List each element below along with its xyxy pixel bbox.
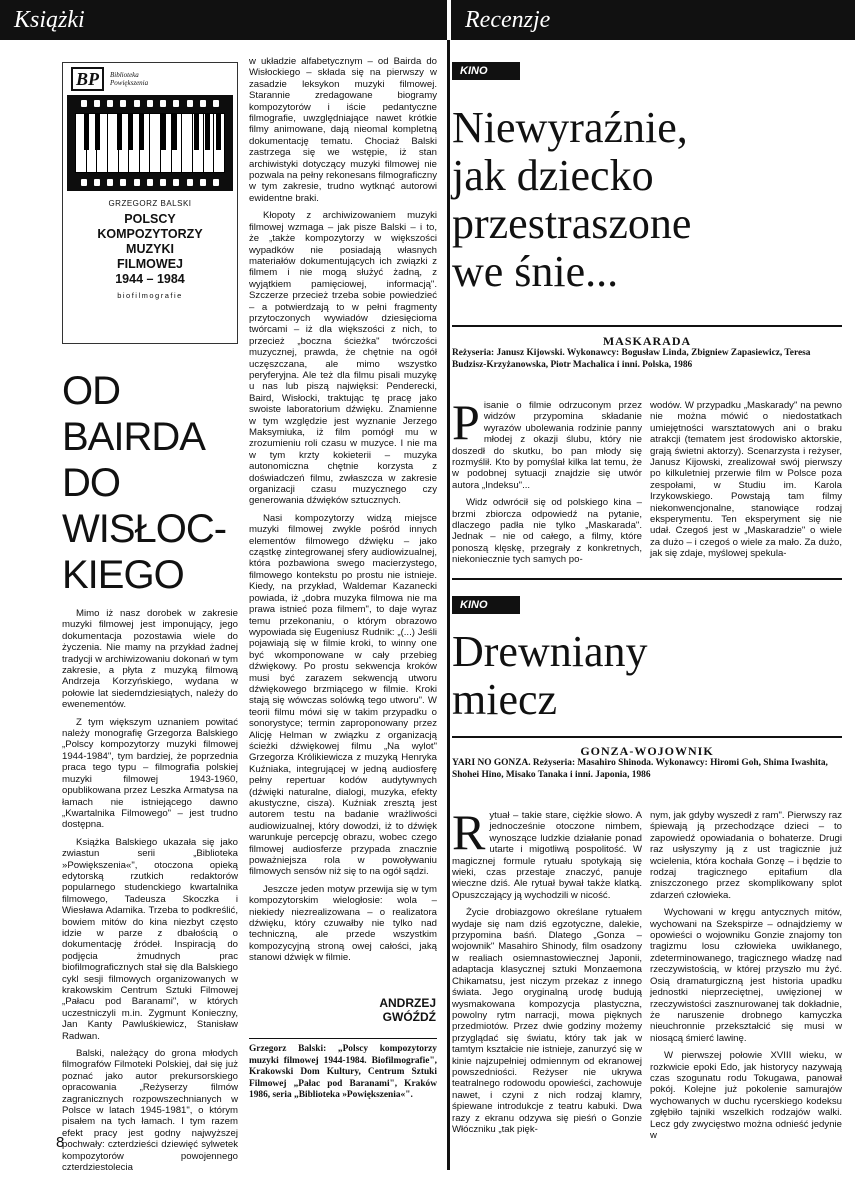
- cover-title-line: FILMOWEJ: [117, 257, 183, 271]
- paragraph: Życie drobiazgowo określane rytuałem wydaje się nam dziś egzotyczne, dalekie, przypomina baśń. Dlatego „Gonza – wojownik" Masahiro Shinody, film osadzony w realiach osiemnastowiecznej Japonii, adaptacja klasycznej sztuki Monzaemona Chikamatsu, jest niczym przekaz z innego świata. Jego oryginalną urodę budują wysmakowana kompozycja plastyczna, powolny rytm narracji, mowa pięknych przedmiotów. Przez dwie godziny możemy przyglądać się światu, który tak jak w tamtym kształcie nie istnieje, zanurzyć się w kinie najzupełniej odmiennym od ekranowej powszedniości. Reżyser nie ukrywa teatralnego rodowodu opowieści, zachowuje nawet, i czyni z nich rodzaj klamry, śpiewane introdukcje z teatru kabuki. Dwa razy z ekranu odzywa się pieśń o Gonzie Włóczniku „tak pięk-: [452, 907, 642, 1135]
- paragraph: Książka Balskiego ukazała się jako zwiastun serii „Biblioteka »Powiększenia«", otoczona opieką edytorską rzutkich redaktorów popularnego studenckiego kwartalnika filmowego, Tadeusza Skoczka i Wiesława Adamika. Trzeba to podkreślić, bowiem mitów do kina niezbyt często idzie w parze z dbałością o dokumentację źródeł. Inspiracją do podjęcia żmudnych prac biofilmograficznych stał się dla Balskiego cykl sesji filmowych organizowanych w krakowskim Centrum Sztuki Filmowej „Pałacu pod Baranami", w których uczestniczyli m.in. Zygmunt Konieczny, Jan Kanty Pawluśkiewicz, Stanisław Radwan.: [62, 836, 238, 1042]
- paragraph: Balski, należący do grona młodych filmografów Filmoteki Polskiej, dał się już poznać jako autor prekursorskiego opracowania „Reżyserzy filmów zagranicznych rozpowszechnianych w Polsce w latach 1945-1981", o którym pisałem na tych łamach. I tym razem efekt pracy jest godny najwyższej pochwały: czterdzieści dziewięć sylwetek kompozytorów powojennego czterdziestolecia: [62, 1048, 238, 1174]
- paragraph: Kłopoty z archiwizowaniem muzyki filmowej wzmaga – jak pisze Balski – i to, że „także kompozytorzy w większości wypadków nie posiadają własnych materiałów dokumentujących ich związki z filmem i nie mogą służyć żadną, z wyjątkiem pamięciowej, informacją". Szczerze przecież trzeba sobie powiedzieć – a potwierdzają to w pełni fragmenty przytoczonych wywiadów dziesięcioma twórcami – iż dla większości z nich, to przecież „boczna ścieżka" twórczości muzycznej, prawda, że chętnie na ogół uczęszczana, ale mimo wszystko peryferyjna. Ale też dla filmu pisali muzykę u nas lub piszą najwięksi: Penderecki, Baird, Wisłocki, traktując tę pracę jako swoiste laboratorium dźwięku. Znamienne w tym względzie jest wyznanie Jerzego Maksymiuka, iż film pomógł mu w zrozumieniu roli czasu w muzyce. I nie ma w tym krzty kokieterii – muzyka autonomiczna chętnie korzysta z doświadczeń filmu, zwłaszcza w zakresie organizacji czasu muzycznego czy generowania dźwięków sztucznych.: [249, 210, 437, 507]
- paragraph: nym, jak gdyby wyszedł z ram". Pierwszy raz śpiewają ją przechodzące dzieci – to zapowiedź opowiadania o bohaterze. Drugi raz usłyszymy ją z ust tragicznie już wcielenia, która kochała Gonzę – i będzie to rodzaj tragicznego epitafium dla zniszczonego przez skomplikowany splot zdarzeń człowieka.: [650, 810, 842, 901]
- review1-column-1: [452, 394, 642, 570]
- review2-title: [452, 628, 848, 724]
- paragraph-text: isanie o filmie odrzuconym przez widzów przypomina składanie wyrazów ubolewania rodzinie panny młodej z okazji ślubu, który nie doszedł do skutku, bo pan młody się rozmyślił. Kto by pomyślał kilka lat temu, że w podobnej sytuacji znajdzie się utwór autora „Indeksu"...: [452, 400, 642, 491]
- review1-movie-title: MASKARADA: [602, 334, 692, 348]
- review-author: [340, 996, 436, 1024]
- review2-category-tag: KINO: [452, 596, 520, 614]
- column-divider: [447, 40, 450, 1170]
- cover-title: [63, 212, 237, 287]
- divider: [452, 578, 842, 580]
- paragraph: wodów. W przypadku „Maskarady" na pewno nie można mówić o niedostatkach umiejętności warsztatowych ani o braku atrakcji (tematem jest środowisko aktorskie, grają świetni aktorzy). Scenarzysta i reżyser, Janusz Kijowski, zrealizował swój pierwszy po kilkuletniej przerwie film w Polsce poza zespołami, w Studiu im. Karola Irzykowskiego. Powstają tam filmy niekonwencjonalne, stanowiące rodzaj eksperymentu. Ten eksperyment się nie udał. Czegoś jest w „Maskaradzie" o wiele za dużo – i czegoś o wiele za mało. Za dużo, jak się zdaje, myślowej spekula-: [650, 400, 842, 560]
- cover-author: GRZEGORZ BALSKI: [108, 199, 192, 208]
- review1-title: [452, 104, 848, 296]
- review2-movie-title: GONZA-WOJOWNIK: [580, 744, 714, 758]
- review2-column-1: [452, 804, 642, 1164]
- cover-title-line: KOMPOZYTORZY: [97, 227, 203, 241]
- series-name-line1: Biblioteka: [110, 71, 139, 79]
- headline-line: BAIRDA: [62, 415, 205, 459]
- section-title: Książki: [14, 7, 85, 33]
- series-name-line2: Powiększenia: [110, 79, 149, 87]
- section-header-reviews: [451, 0, 855, 40]
- section-title: Recenzje: [465, 7, 551, 33]
- author-last-name: GWÓŹDŹ: [382, 1010, 436, 1024]
- title-line: we śnie...: [452, 247, 619, 296]
- title-line: Drewniany: [452, 627, 648, 676]
- paragraph: w układzie alfabetycznym – od Bairda do Wisłockiego – składa się na pierwszy w zasadzie leksykon muzyki filmowej. Starannie zredagowane biogramy kompozytorów i iście pedantyczne filmografie, uwzględniające nawet krótkie filmy animowane, dają nieomal kompletną dokumentację tematu. Chociaż Balski zastrzega się we wstępie, iż stan archiwistyki dotyczący muzyki filmowej nie pozwala na pełny rekonesans filmograficzny w tym zakresie, trudno wytknąć autorowi ewidentne braki.: [249, 56, 437, 204]
- review1-credits: Reżyseria: Janusz Kijowski. Wykonawcy: Bogusław Linda, Zbigniew Zapasiewicz, Teresa Budzisz-Krzyżanowska, Piotr Machalica i inni. Polska, 1986: [452, 348, 811, 370]
- title-line: miecz: [452, 675, 558, 724]
- section-header-books: [0, 0, 447, 40]
- paragraph: Widz odwrócił się od polskiego kina – brzmi zbiorcza odpowiedź na pytanie, dlaczego padła nie tylko „Maskarada". Jednak – nie od całego, a filmy, które ponoszą klęskę, przegrały z konkretnych, niekoniecznie tych samych po-: [452, 497, 642, 566]
- divider: [452, 736, 842, 738]
- title-line: jak dziecko: [452, 151, 654, 200]
- title-line: przestraszone: [452, 199, 692, 248]
- paragraph: Wychowani w kręgu antycznych mitów, wychowani na Szekspirze – odnajdziemy w opowieści o wojowniku Gonzie znajomy ton tragizmu losu człowieka uwikłanego, zdeterminowanego, tragicznego władzę nad rzeczywistością, w której przyszło mu żyć. Osią dramaturgiczną jest historia upadku jednostki nieprzeciętnej, uwięzionej w rzeczywistości zasznurowanej tak dokładnie, że naruszenie drobnego kamyczka nieuchronnie przekształcić się musi w niosącą śmierć lawinę.: [650, 907, 842, 1044]
- cover-title-line: MUZYKI: [126, 242, 174, 256]
- paragraph: Nasi kompozytorzy widzą miejsce muzyki filmowej zwykle pośród innych elementów filmowego dźwięku – jako cząstkę zintegrowanej sfery audiowizualnej, która pozbawiona swego macierzystego, filmowego kontekstu po prostu nie istnieje. Kiedy, na przykład, Waldemar Kazanecki powiada, iż „dobra muzyka filmowa nie ma prawa istnieć poza filmem", to daje wyraz temu przekonaniu, o którym obrazowo wypowiada się Eugeniusz Rudnik: „(...) Jeśli pojawiają się w filmie kroki, to winny one być wkomponowane w cały przebieg dźwiękowy. Po prostu sekwencja kroków musi być zarazem sekwencją utworu dźwiękowego brzmiącego w filmie. Kroki stają się wówczas solówką tego utworu". W teorii filmu mówi się w takim przypadku o sonorystyce; termin zaproponowany przez Alicję Helman w związku z organizacją ścieżki dźwiękowej filmu „Na wylot" Grzegorza Królikiewicza z muzyką Henryka Kuźniaka, integrującej w jedną audiosferę pełny repertuar kodów audytywnych (dźwięki naturalne, dialogi, muzyka, efekty akustyczne, cisza). Kuźniak zresztą jest autorem testu na badanie wrażliwości audiowizualnej, który dowodzi, iż to dźwięk warunkuje percepcję obrazu, wobec czego filmowej audiosferze przypada znacznie poważniejsza rola w powoływaniu filmowych sensów niż się to na ogół sądzi.: [249, 512, 437, 878]
- drop-cap: P: [452, 394, 480, 450]
- drop-cap: R: [452, 804, 486, 860]
- book-review-column-2: [249, 56, 437, 992]
- paragraph: Mimo iż nasz dorobek w zakresie muzyki filmowej jest imponujący, jego dokumentacja pozostawia wiele do życzenia. Nie mamy na przykład żadnej tradycji w archiwizowaniu dokonań w tym zakresie, a płyta z muzyką filmową Andrzeja Korzyńskiego, wydana w połowie lat siedemdziesiątych, należy do ewenementów.: [62, 608, 238, 711]
- headline-line: WISŁOC-: [62, 507, 227, 551]
- cover-text: [63, 199, 237, 300]
- paragraph: [452, 804, 642, 901]
- author-first-name: ANDRZEJ: [379, 996, 436, 1010]
- series-name: [110, 71, 148, 87]
- review1-column-2: [650, 400, 842, 570]
- divider: [249, 1038, 437, 1039]
- film-holes-top: [71, 100, 229, 107]
- paragraph-text: ytuał – takie stare, ciężkie słowo. A jednocześnie otoczone nimbem, wynoszące ludzkie działanie ponad utarte i migotliwą pospolitość. W magicznej formule rytuału spotykają się wieki, czas przestaje znaczyć, panuje wieczne dziś. Ale rytuał bywał także klatką. Opuszczający ją wychodzili w nicość.: [452, 810, 642, 901]
- cover-title-line: POLSCY: [124, 212, 176, 226]
- book-cover: [62, 62, 238, 344]
- film-holes-bottom: [71, 179, 229, 186]
- book-review-headline: [62, 368, 242, 598]
- series-logo-area: [63, 63, 237, 95]
- title-line: Niewyraźnie,: [452, 103, 688, 152]
- review2-credits: YARI NO GONZA. Reżyseria: Masahiro Shinoda. Wykonawcy: Hiromi Goh, Shima Iwashita, Shohei Hino, Misako Tanaka i inni. Japonia, 1986: [452, 758, 828, 780]
- book-review-column-1: [62, 608, 238, 1174]
- paragraph: Jeszcze jeden motyw przewija się w tym kompozytorskim wielogłosie: wola – niekiedy niezrealizowana – o realizatora dźwięku, który czuwałby nie tylko nad techniczną, ale przede wszystkim kompozycyjną stroną owej całości, jaką stanowi dźwięk w filmie.: [249, 883, 437, 964]
- headline-line: KIEGO: [62, 553, 184, 597]
- headline-line: DO: [62, 461, 120, 505]
- paragraph: W pierwszej połowie XVIII wieku, w rozkwicie epoki Edo, jak historycy nazywają czas szogunatu rodu Tokugawa, panował pokój. Kolejne już pokolenie samurajów wychowanych w duchu rycerskiego kodeksu zgłębiło tajniki wszelkich rodzajów walki. Lecz gdy zwycięstwo można odnieść jedynie w: [650, 1050, 842, 1141]
- review2-column-2: [650, 810, 842, 1164]
- divider: [452, 325, 842, 327]
- piano-keys-icon: [75, 113, 225, 173]
- paragraph: Z tym większym uznaniem powitać należy monografię Grzegorza Balskiego „Polscy kompozytorzy muzyki filmowej 1944-1984", tym bardziej, że poprzednia praca tego typu – filmografia polskiej muzyki filmowej 1943-1960, opublikowana przez Leszka Armatysa na łamach nie istniejącego dawno „Kwartalnika Filmowego" – jest trudno dostępna.: [62, 716, 238, 831]
- book-bibliographic-note: Grzegorz Balski: „Polscy kompozytorzy muzyki filmowej 1944-1984. Biofilmografie", Krakowski Dom Kultury, Centrum Sztuki Filmowej „Pałac pod Baranami", Kraków 1986, seria „Biblioteka »Powiększenia«".: [249, 1044, 437, 1100]
- headline-line: OD: [62, 369, 120, 413]
- series-logo: BP: [71, 67, 104, 91]
- cover-subtitle: biofilmografie: [117, 291, 183, 300]
- paragraph: [452, 394, 642, 491]
- page-number: 8: [56, 1134, 65, 1151]
- film-strip-piano-illustration: [67, 95, 233, 191]
- cover-title-line: 1944 – 1984: [115, 272, 185, 286]
- review1-category-tag: KINO: [452, 62, 520, 80]
